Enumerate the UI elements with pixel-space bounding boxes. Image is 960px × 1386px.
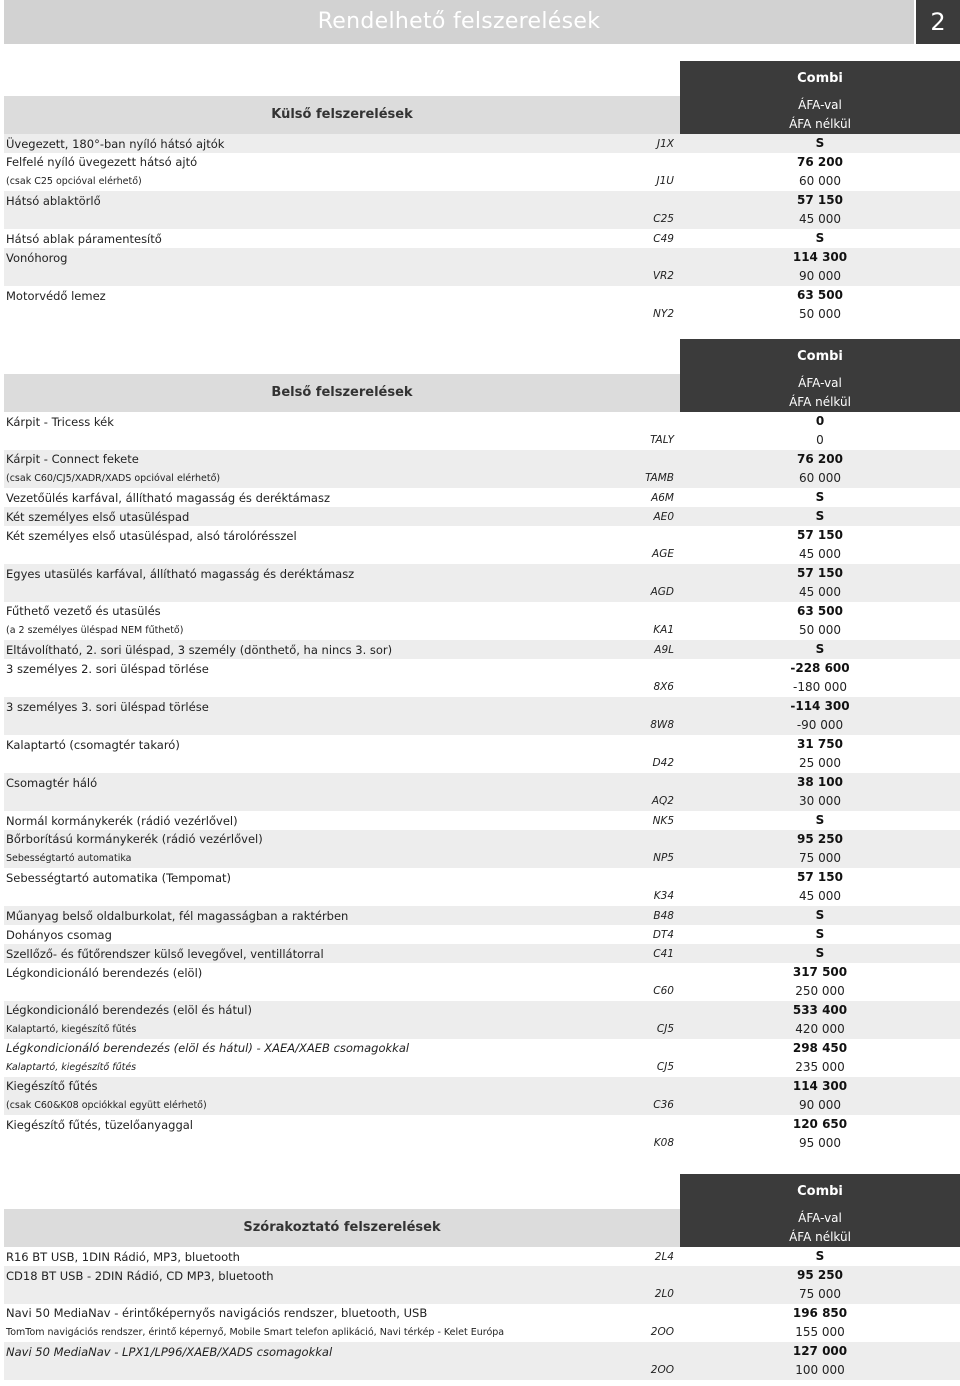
page-title: Rendelhető felszerelések: [317, 9, 601, 34]
price-without-vat: 30 000: [799, 794, 841, 808]
option-label: Normál kormánykerék (rádió vezérlővel): [6, 814, 238, 828]
afa-nelkul-header: ÁFA nélkül: [789, 1230, 851, 1244]
price-without-vat: 250 000: [795, 984, 845, 998]
price-with-vat: 317 500: [792, 965, 848, 979]
option-label: Kiegészítő fűtés: [6, 1079, 98, 1093]
option-label: Kalaptartó (csomagtér takaró): [6, 738, 180, 752]
price-with-vat: 57 150: [797, 528, 843, 542]
table-row: [4, 906, 960, 925]
price-with-vat: 127 000: [792, 1344, 848, 1358]
option-label: Üvegezett, 180°-ban nyíló hátsó ajtók: [6, 137, 225, 151]
option-label: 3 személyes 3. sori üléspad törlése: [6, 700, 209, 714]
section-title: Külső felszerelések: [271, 107, 413, 122]
price-with-vat: 31 750: [797, 737, 843, 751]
table-row: [4, 507, 960, 526]
option-label: Két személyes első utasülés​pad, alsó tárolórésszel: [6, 529, 297, 543]
price-without-vat: 45 000: [799, 547, 841, 561]
price-with-vat: 114 300: [792, 250, 848, 264]
price-without-vat: 60 000: [799, 174, 841, 188]
option-code: 2OO: [650, 1364, 674, 1376]
option-label: CD18 BT USB - 2DIN Rádió, CD MP3, bluetooth: [6, 1269, 274, 1283]
price-without-vat: 45 000: [799, 585, 841, 599]
option-code: C60: [653, 985, 674, 997]
option-sublabel: (csak C60&K08 opciókkal együtt elérhető): [6, 1100, 207, 1111]
option-code: DT4: [652, 929, 674, 941]
standard-marker: S: [815, 136, 825, 150]
table-row: [4, 830, 960, 868]
option-label: Hátsó ablaktörlő: [6, 194, 101, 208]
price-with-vat: 120 650: [792, 1117, 848, 1131]
option-code: NP5: [653, 852, 674, 864]
price-with-vat: 95 250: [797, 1268, 843, 1282]
option-label: Szellőző- és fűtőrendszer külső levegővel, ventillátorral: [6, 947, 324, 961]
option-label: Navi 50 MediaNav - érintőképernyős navigációs rendszer, bluetooth, USB: [6, 1306, 428, 1320]
combi-header: Combi: [680, 339, 960, 374]
price-without-vat: -90 000: [796, 718, 844, 732]
option-label: Két személyes első utasülés​pad: [6, 510, 190, 524]
price-with-vat: 298 450: [792, 1041, 848, 1055]
option-code: NK5: [652, 815, 674, 827]
option-code: AE0: [653, 511, 674, 523]
price-with-vat: -114 300: [790, 699, 850, 713]
table-row: [4, 773, 960, 811]
option-code: NY2: [653, 308, 674, 320]
option-code: CJ5: [656, 1023, 674, 1035]
price-without-vat: 0: [816, 433, 824, 447]
table-row: [4, 153, 960, 191]
afa-val-header: ÁFA-val: [798, 98, 842, 112]
afa-nelkul-header: ÁFA nélkül: [789, 395, 851, 409]
price-without-vat: 420 000: [795, 1022, 845, 1036]
price-without-vat: 50 000: [799, 623, 841, 637]
standard-marker: S: [815, 946, 825, 960]
option-label: Légkondicionáló berendezés (elöl és hátul): [6, 1003, 252, 1017]
option-code: J1X: [657, 138, 674, 150]
option-label: Dohányos csomag: [6, 928, 112, 942]
option-code: C25: [653, 213, 674, 225]
price-without-vat: 155 000: [795, 1325, 845, 1339]
section-title: Belső felszerelések: [271, 385, 413, 400]
option-sublabel: Sebességtartó automatika: [6, 853, 132, 864]
afa-val-header: ÁFA-val: [798, 376, 842, 390]
table-row: [4, 1247, 960, 1266]
option-code: 2L4: [654, 1251, 674, 1263]
price-with-vat: 114 300: [792, 1079, 848, 1093]
table-row: [4, 412, 960, 450]
option-label: Kárpit - Tricess kék: [6, 415, 114, 429]
price-without-vat: 90 000: [799, 1098, 841, 1112]
table-row: [4, 602, 960, 640]
table-row: [4, 944, 960, 963]
table-row: [4, 640, 960, 659]
table-row: [4, 229, 960, 248]
standard-marker: S: [815, 490, 825, 504]
option-label: Eltávolítható, 2. sori üléspad, 3 személy (dönthető, ha nincs 3. sor): [6, 643, 393, 657]
price-with-vat: 76 200: [797, 155, 843, 169]
price-without-vat: 50 000: [799, 307, 841, 321]
standard-marker: S: [815, 908, 825, 922]
price-with-vat: 196 850: [792, 1306, 848, 1320]
price-with-vat: 63 500: [797, 288, 843, 302]
option-sublabel: (csak C60/CJ5/XADR/XADS opcióval elérhető): [6, 473, 221, 484]
price-without-vat: 95 000: [799, 1136, 841, 1150]
table-row: [4, 1266, 960, 1304]
table-row: [4, 488, 960, 507]
option-label: Vonóhorog: [6, 251, 68, 265]
option-label: Kárpit - Connect fekete: [6, 452, 139, 466]
option-code: 2L0: [654, 1288, 674, 1300]
option-label: Felfelé nyíló üvegezett hátsó ajtó: [6, 155, 198, 169]
table-row: [4, 1342, 960, 1380]
option-code: D42: [652, 757, 674, 769]
option-code: C36: [653, 1099, 674, 1111]
table-row: [4, 925, 960, 944]
standard-marker: S: [815, 509, 825, 523]
standard-marker: S: [815, 642, 825, 656]
standard-marker: S: [815, 927, 825, 941]
option-code: 8X6: [653, 681, 674, 693]
table-row: [4, 659, 960, 697]
price-without-vat: 100 000: [795, 1363, 845, 1377]
price-with-vat: 57 150: [797, 193, 843, 207]
price-with-vat: 76 200: [797, 452, 843, 466]
table-row: [4, 735, 960, 773]
price-with-vat: 95 250: [797, 832, 843, 846]
price-without-vat: -180 000: [793, 680, 847, 694]
option-label: Műanyag belső oldalburkolat, fél magasságban a raktérben: [6, 909, 349, 923]
option-label: Légkondicionáló berendezés (elöl): [6, 966, 203, 980]
table-row: [4, 963, 960, 1001]
option-code: AQ2: [651, 795, 674, 807]
option-code: CJ5: [656, 1061, 674, 1073]
option-sublabel: Kalaptartó, kiegészítő fűtés: [6, 1024, 137, 1035]
table-row: [4, 526, 960, 564]
afa-val-header: ÁFA-val: [798, 1211, 842, 1225]
table-row: [4, 1304, 960, 1342]
table-row: [4, 811, 960, 830]
option-label: Egyes utasülés karfával, állítható magasság és deréktámasz: [6, 567, 355, 581]
option-sublabel: TomTom navigációs rendszer, érintő képernyő, Mobile Smart telefon aplikáció, Navi térkép - Kelet Európa: [6, 1327, 505, 1338]
option-code: TALY: [650, 434, 674, 446]
option-code: AGD: [650, 586, 674, 598]
option-sublabel: Kalaptartó, kiegészítő fűtés: [6, 1062, 137, 1073]
option-label: Motorvédő lemez: [6, 289, 106, 303]
option-label: Kiegészítő fűtés, tüzelőanyaggal: [6, 1118, 194, 1132]
option-code: VR2: [652, 270, 674, 282]
option-label: R16 BT USB, 1DIN Rádió, MP3, bluetooth: [6, 1250, 240, 1264]
table-row: [4, 1039, 960, 1077]
standard-marker: S: [815, 1249, 825, 1263]
price-with-vat: 38 100: [797, 775, 843, 789]
table-row: [4, 134, 960, 153]
price-without-vat: 45 000: [799, 889, 841, 903]
price-with-vat: 57 150: [797, 870, 843, 884]
price-without-vat: 235 000: [795, 1060, 845, 1074]
option-code: TAMB: [645, 472, 674, 484]
table-row: [4, 248, 960, 286]
option-label: Sebességtartó automatika (Tempomat): [6, 871, 232, 885]
combi-header: Combi: [680, 1174, 960, 1209]
page-header: [4, 0, 914, 44]
page-number: 2: [916, 0, 960, 44]
option-code: A6M: [651, 492, 674, 504]
price-without-vat: 45 000: [799, 212, 841, 226]
price-with-vat: 533 400: [792, 1003, 848, 1017]
table-row: [4, 697, 960, 735]
afa-nelkul-header: ÁFA nélkül: [789, 117, 851, 131]
table-row: [4, 1077, 960, 1115]
option-code: K08: [653, 1137, 674, 1149]
option-code: C41: [653, 948, 674, 960]
option-label: Hátsó ablak páramentesítő: [6, 232, 162, 246]
option-code: C49: [653, 233, 674, 245]
table-row: [4, 564, 960, 602]
price-with-vat: 57 150: [797, 566, 843, 580]
section-title: Szórakoztató felszerelések: [243, 1220, 441, 1235]
option-label: Navi 50 MediaNav - LPX1/LP96/XAEB/XADS csomagokkal: [6, 1345, 333, 1359]
option-code: AGE: [652, 548, 674, 560]
option-code: K34: [653, 890, 674, 902]
standard-marker: S: [815, 813, 825, 827]
option-code: 2OO: [650, 1326, 674, 1338]
standard-marker: S: [815, 231, 825, 245]
option-sublabel: (csak C25 opcióval elérhető): [6, 176, 142, 187]
price-with-vat: 63 500: [797, 604, 843, 618]
price-without-vat: 75 000: [799, 851, 841, 865]
table-row: [4, 1115, 960, 1153]
option-label: Fűthető vezető és utasülés: [6, 604, 161, 618]
option-code: J1U: [656, 175, 674, 187]
option-code: 8W8: [650, 719, 674, 731]
option-sublabel: (a 2 személyes ülés​pad NEM fűthető): [6, 625, 184, 636]
table-row: [4, 450, 960, 488]
combi-header: Combi: [680, 61, 960, 96]
price-without-vat: 90 000: [799, 269, 841, 283]
option-code: B48: [653, 910, 674, 922]
option-label: Csomagtér háló: [6, 776, 98, 790]
table-row: [4, 868, 960, 906]
price-without-vat: 25 000: [799, 756, 841, 770]
option-code: KA1: [653, 624, 674, 636]
table-row: [4, 286, 960, 324]
option-label: Légkondicionáló berendezés (elöl és hátul) - XAEA/XAEB csomagokkal: [6, 1041, 410, 1055]
table-row: [4, 1001, 960, 1039]
table-row: [4, 191, 960, 229]
option-label: Bőrborítású kormánykerék (rádió vezérlővel): [6, 832, 263, 846]
option-label: 3 személyes 2. sori üléspad törlése: [6, 662, 209, 676]
price-without-vat: 60 000: [799, 471, 841, 485]
option-code: A9L: [654, 644, 674, 656]
option-label: Vezetőülés karfával, állítható magasság és deréktámasz: [6, 491, 330, 505]
price-with-vat: -228 600: [790, 661, 850, 675]
price-without-vat: 75 000: [799, 1287, 841, 1301]
price-with-vat: 0: [815, 414, 825, 428]
